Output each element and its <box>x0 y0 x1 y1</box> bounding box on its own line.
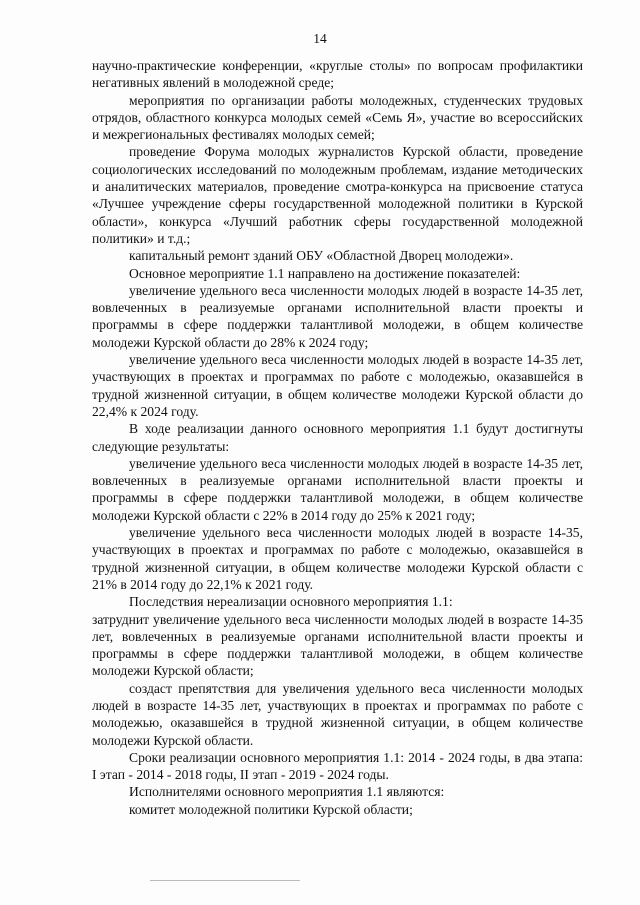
paragraph: увеличение удельного веса численности молодых людей в возрасте 14-35, участвующих в проектах и программах по работе с молодежью, оказавшейся в трудной жизненной ситуации, в общем количестве молодежи Курской области с 21% в 2014 году до 22,1% к 2021 году. <box>92 525 583 592</box>
paragraph: Основное мероприятие 1.1 направлено на достижение показателей: <box>129 265 521 281</box>
paragraph: В ходе реализации данного основного мероприятия 1.1 будут достигнуты следующие результаты: <box>92 421 583 454</box>
paragraph: Исполнителями основного мероприятия 1.1 являются: <box>129 784 445 800</box>
paragraph: мероприятия по организации работы молодежных, студенческих трудовых отрядов, областного конкурса молодых семей «Семь Я», участие во всероссийских и межрегиональных фестивалях молодых семей; <box>92 92 583 143</box>
paragraph: увеличение удельного веса численности молодых людей в возрасте 14-35 лет, участвующих в проектах и программах по работе с молодежью, оказавшейся в трудной жизненной ситуации, в общем количестве молодежи Курской области до 22,4% к 2024 году. <box>92 352 583 419</box>
paragraph: капитальный ремонт зданий ОБУ «Областной Дворец молодежи». <box>129 248 514 264</box>
paragraph: Последствия нереализации основного мероприятия 1.1: <box>129 594 453 610</box>
paragraph: научно-практические конференции, «круглые столы» по вопросам профилактики негативных явлений в молодежной среде; <box>92 58 583 91</box>
document-body <box>92 57 583 818</box>
paragraph: увеличение удельного веса численности молодых людей в возрасте 14-35 лет, вовлеченных в реализуемые органами исполнительной власти проекты и программы в сфере поддержки талантливой молодежи, в общем количестве молодежи Курской области до 28% к 2024 году; <box>92 282 583 350</box>
paragraph: создаст препятствия для увеличения удельного веса численности молодых людей в возрасте 14-35 лет, участвующих в проектах и программах по работе с молодежью, оказавшейся в трудной жизненной ситуации, в общем количестве молодежи Курской области. <box>92 680 583 748</box>
paragraph: увеличение удельного веса численности молодых людей в возрасте 14-35 лет, вовлеченных в реализуемые органами исполнительной власти проекты и программы в сфере поддержки талантливой молодежи, в общем количестве молодежи Курской области с 22% в 2014 году до 25% к 2021 году; <box>92 455 583 523</box>
paragraph: Сроки реализации основного мероприятия 1.1: 2014 - 2024 годы, в два этапа: I этап - 2014 - 2018 годы, II этап - 2019 - 2024 годы. <box>92 749 583 783</box>
paragraph: комитет молодежной политики Курской области; <box>129 801 413 817</box>
paragraph: проведение Форума молодых журналистов Курской области, проведение социологических исследований по молодежным проблемам, издание методических и аналитических материалов, проведение смотра-конкурса на присвоение статуса «Лучшее учреждение сферы государственной молодежной политики в Курской области», конкурса «Лучший работник сферы государственной молодежной политики» и т.д.; <box>92 144 583 246</box>
scan-artifact-line <box>150 880 300 881</box>
page-number: 14 <box>313 31 327 46</box>
paragraph: затруднит увеличение удельного веса численности молодых людей в возрасте 14-35 лет, вовлеченных в реализуемые органами исполнительной власти проекты и программы в сфере поддержки талантливой молодежи, в общем количестве молодежи Курской области; <box>92 611 583 679</box>
